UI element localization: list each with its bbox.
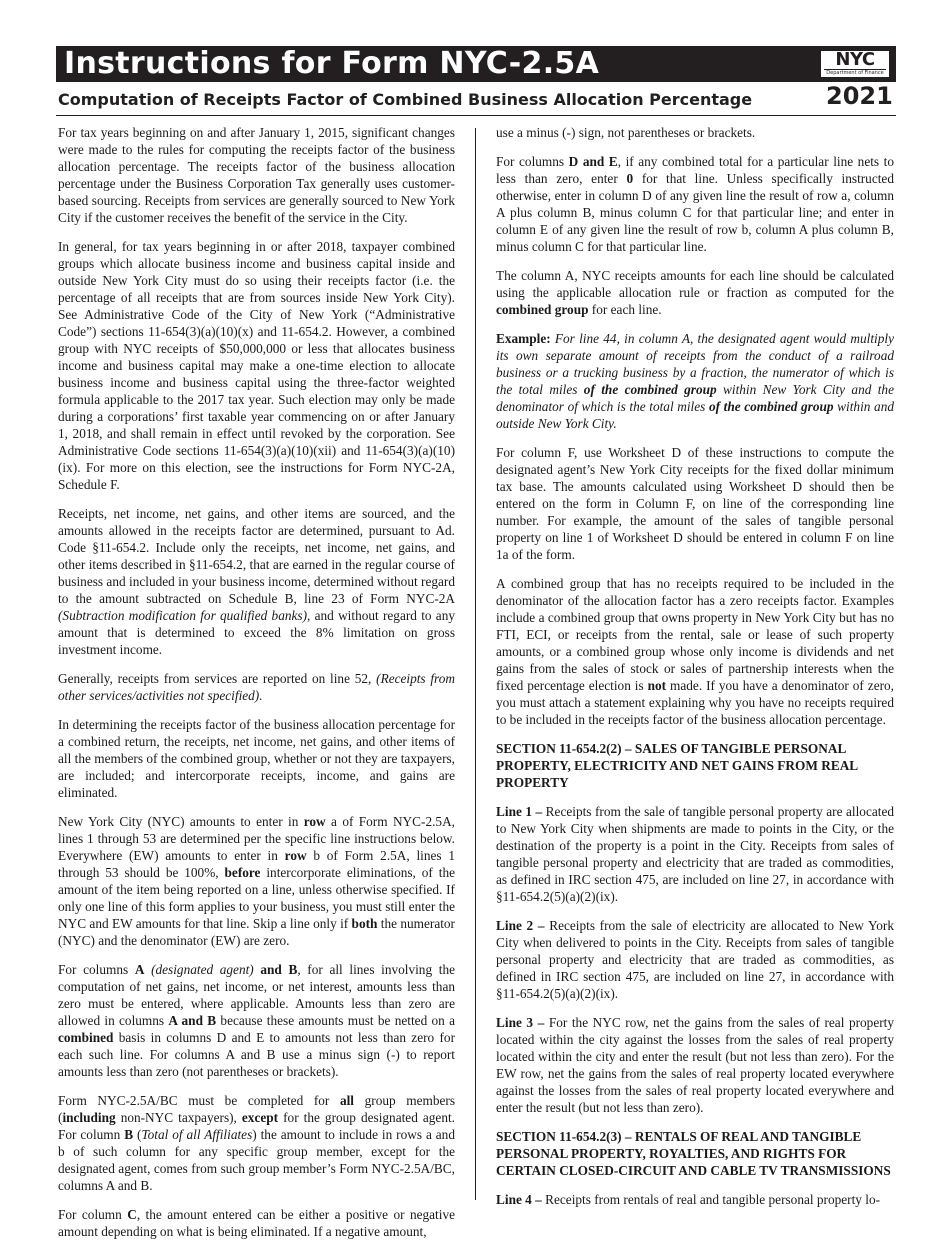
line-instruction: Line 4 – Receipts from rentals of real and tangible personal property lo- [496,1192,881,1207]
paragraph: Generally, receipts from services are reported on line 52, (Receipts from other services/activities not specified). [58,671,455,703]
line-instruction: Line 2 – Receipts from the sale of electricity are allocated to New York City when delivered to points in the City. Receipts from sales of tangible personal property and electricity that are traded as commodities, as defined in IRC section 475, are included on line 27, in accordance with §11-654.2(5)(a)(2)(ix). [496,918,894,1001]
tax-year: 2021 [826,82,893,110]
paragraph: For column F, use Worksheet D of these instructions to compute the designated agent’s New York City receipts for the fixed dollar minimum tax base. The amounts calculated using Worksheet D should then be entered on the form in Column F, on line of the corresponding line number. For example, the amount of the sales of tangible personal property on line 1 of Worksheet D should be entered in column F on line 1a of the form. [496,445,894,562]
document-subtitle: Computation of Receipts Factor of Combined Business Allocation Percentage [58,90,753,109]
line-instruction: Line 1 – Receipts from the sale of tangible personal property are allocated to New York City when shipments are made to points in the City, or the destination of the property is a point in the City. Receipts from sales of tangible personal property and electricity that are traded as commodities, as defined in IRC section 475, are included on line 27, in accordance with §11-654.2(5)(a)(2)(ix). [496,804,894,904]
example-paragraph: Example: For line 44, in column A, the designated agent would multiply its own separate amount of receipts from the conduct of a railroad business or a trucking business by a fraction, the numerator of which is the total miles of the combined group within New York City and the denominator of which is the total miles of the combined group within and outside New York City. [496,331,894,431]
logo-subtext: Department of Finance [824,69,886,76]
paragraph: In general, for tax years beginning in or after 2018, taxpayer combined groups which allocate business income and business capital inside and outside New York City must do so using their receipts factor (i.e. the percentage of all receipts that are from sources inside New York City). See Administrative Code of the City of New York (“Administrative Code”) sections 11-654(3)(a)(10)(x) and 11-654.2. However, a combined group with NYC receipts of $50,000,000 or less that allocates business income and business capital may make a one-time election to allocate business income and business capital using the three-factor weighted formula applicable to the 2017 tax year. Such election may only be made during a corporations’ first taxable year commencing on or after January 1, 2018, and shall remain in effect until revoked by the corporation. See Administrative Code sections 11-654(3)(a)(10)(xii) and 11-654(3)(a)(10)(ix). For more on this election, see the instructions for Form NYC-2A, Schedule F. [58,239,455,492]
section-heading: SECTION 11-654.2(2) – SALES OF TANGIBLE PERSONAL PROPERTY, ELECTRICITY AND NET GAINS FROM REAL PROPERTY [496,741,858,790]
document-title: Instructions for Form NYC-2.5A [56,46,896,82]
paragraph: For tax years beginning on and after January 1, 2015, significant changes were made to the rules for computing the receipts factor of the business allocation percentage. The receipts factor of the business allocation percentage under the Business Corporation Tax generally uses customer-based sourcing. Receipts from services are generally sourced to New York City if the customer receives the benefit of the service in the City. [58,125,455,225]
header-rule [56,115,896,116]
paragraph: Receipts, net income, net gains, and other items are sourced, and the amounts allowed in the receipts factor are determined, pursuant to Ad. Code §11-654.2. Include only the receipts, net income, net gains, and other items described in §11-654.2, that are earned in the regular course of business and included in your business income, determined without regard to the amount subtracted on Schedule B, line 23 of Form NYC-2A (Subtraction modification for qualified banks), and without regard to any amount that is determined to exceed the 8% limitation on gross investment income. [58,506,456,657]
left-column [58,124,455,1240]
paragraph: New York City (NYC) amounts to enter in row a of Form NYC-2.5A, lines 1 through 53 are determined per the specific line instructions below. Everywhere (EW) amounts to enter in row b of Form 2.5A, lines 1 through 53 should be 100%, before intercorporate eliminations, of the amount of the item being reported on a line, unless otherwise specified. If only one line of this form applies to your business, you must still enter the NYC and EW amounts for that line. Skip a line only if both the numerator (NYC) and the denominator (EW) are zero. [58,814,456,948]
column-divider [475,128,476,1200]
logo-text: NYC [835,49,875,70]
paragraph: A combined group that has no receipts required to be included in the denominator of the allocation factor has a zero receipts factor. Examples include a combined group that owns property in New York City but has no FTI, ECI, or receipts from the rental, sale or lease of such property amounts, or a combined group whose only income is dividends and net gains from the sales of stock or sales of partnership interests when the fixed percentage election is not made. If you have a denominator of zero, you must attach a statement explaining why you have no receipts required to be included in the receipts factor of the business allocation percentage. [496,576,894,727]
nyc-finance-logo [819,49,891,79]
paragraph: The column A, NYC receipts amounts for each line should be calculated using the applicable allocation rule or fraction as computed for the combined group for each line. [496,268,894,317]
paragraph: In determining the receipts factor of the business allocation percentage for a combined return, the receipts, net income, net gains, and other items of all the members of the combined group, whether or not they are taxpayers, are included; and intercorporate receipts, income, and gains are eliminated. [58,717,455,800]
paragraph: For columns D and E, if any combined total for a particular line nets to less than zero, enter 0 for that line. Unless specifically instructed otherwise, enter in column D of any given line the result of row a, column A plus column B, minus column C for that particular line; and enter in column E of any given line the result of row b, column A plus column B, minus column C for that particular line. [496,154,895,254]
right-column [496,124,894,1220]
paragraph: use a minus (-) sign, not parentheses or brackets. [496,125,756,140]
paragraph: Form NYC-2.5A/BC must be completed for all group members (including non-NYC taxpayers), except for the group designated agent. For column B (Total of all Affiliates) the amount to include in rows a and b of such column for any specific group member, except for the designated agent, comes from such group member’s Form NYC-2.5A/BC, columns A and B. [58,1093,456,1193]
paragraph: For columns A (designated agent) and B, for all lines involving the computation of net gains, net income, or net interest, amounts less than zero must be entered, where applicable. Amounts less than zero are allowed in columns A and B because these amounts must be netted on a combined basis in columns D and E to amounts not less than zero for each such line. For columns A and B use a minus sign (-) to report amounts less than zero (not parentheses or brackets). [58,962,456,1079]
paragraph: For column C, the amount entered can be either a positive or negative amount depending on what is being eliminated. If a negative amount, [58,1207,455,1239]
line-instruction: Line 3 – For the NYC row, net the gains from the sales of real property located within the city against the losses from the sales of real property located within the city and enter the result (but not less than zero). For the EW row, net the gains from the sales of real property located everywhere against the losses from the sales of real property located everywhere and enter the result (but not less than zero). [496,1015,894,1115]
section-heading: SECTION 11-654.2(3) – RENTALS OF REAL AND TANGIBLE PERSONAL PROPERTY, ROYALTIES, AND RIGHTS FOR CERTAIN CLOSED-CIRCUIT AND CABLE TV TRANSMISSIONS [496,1129,891,1178]
